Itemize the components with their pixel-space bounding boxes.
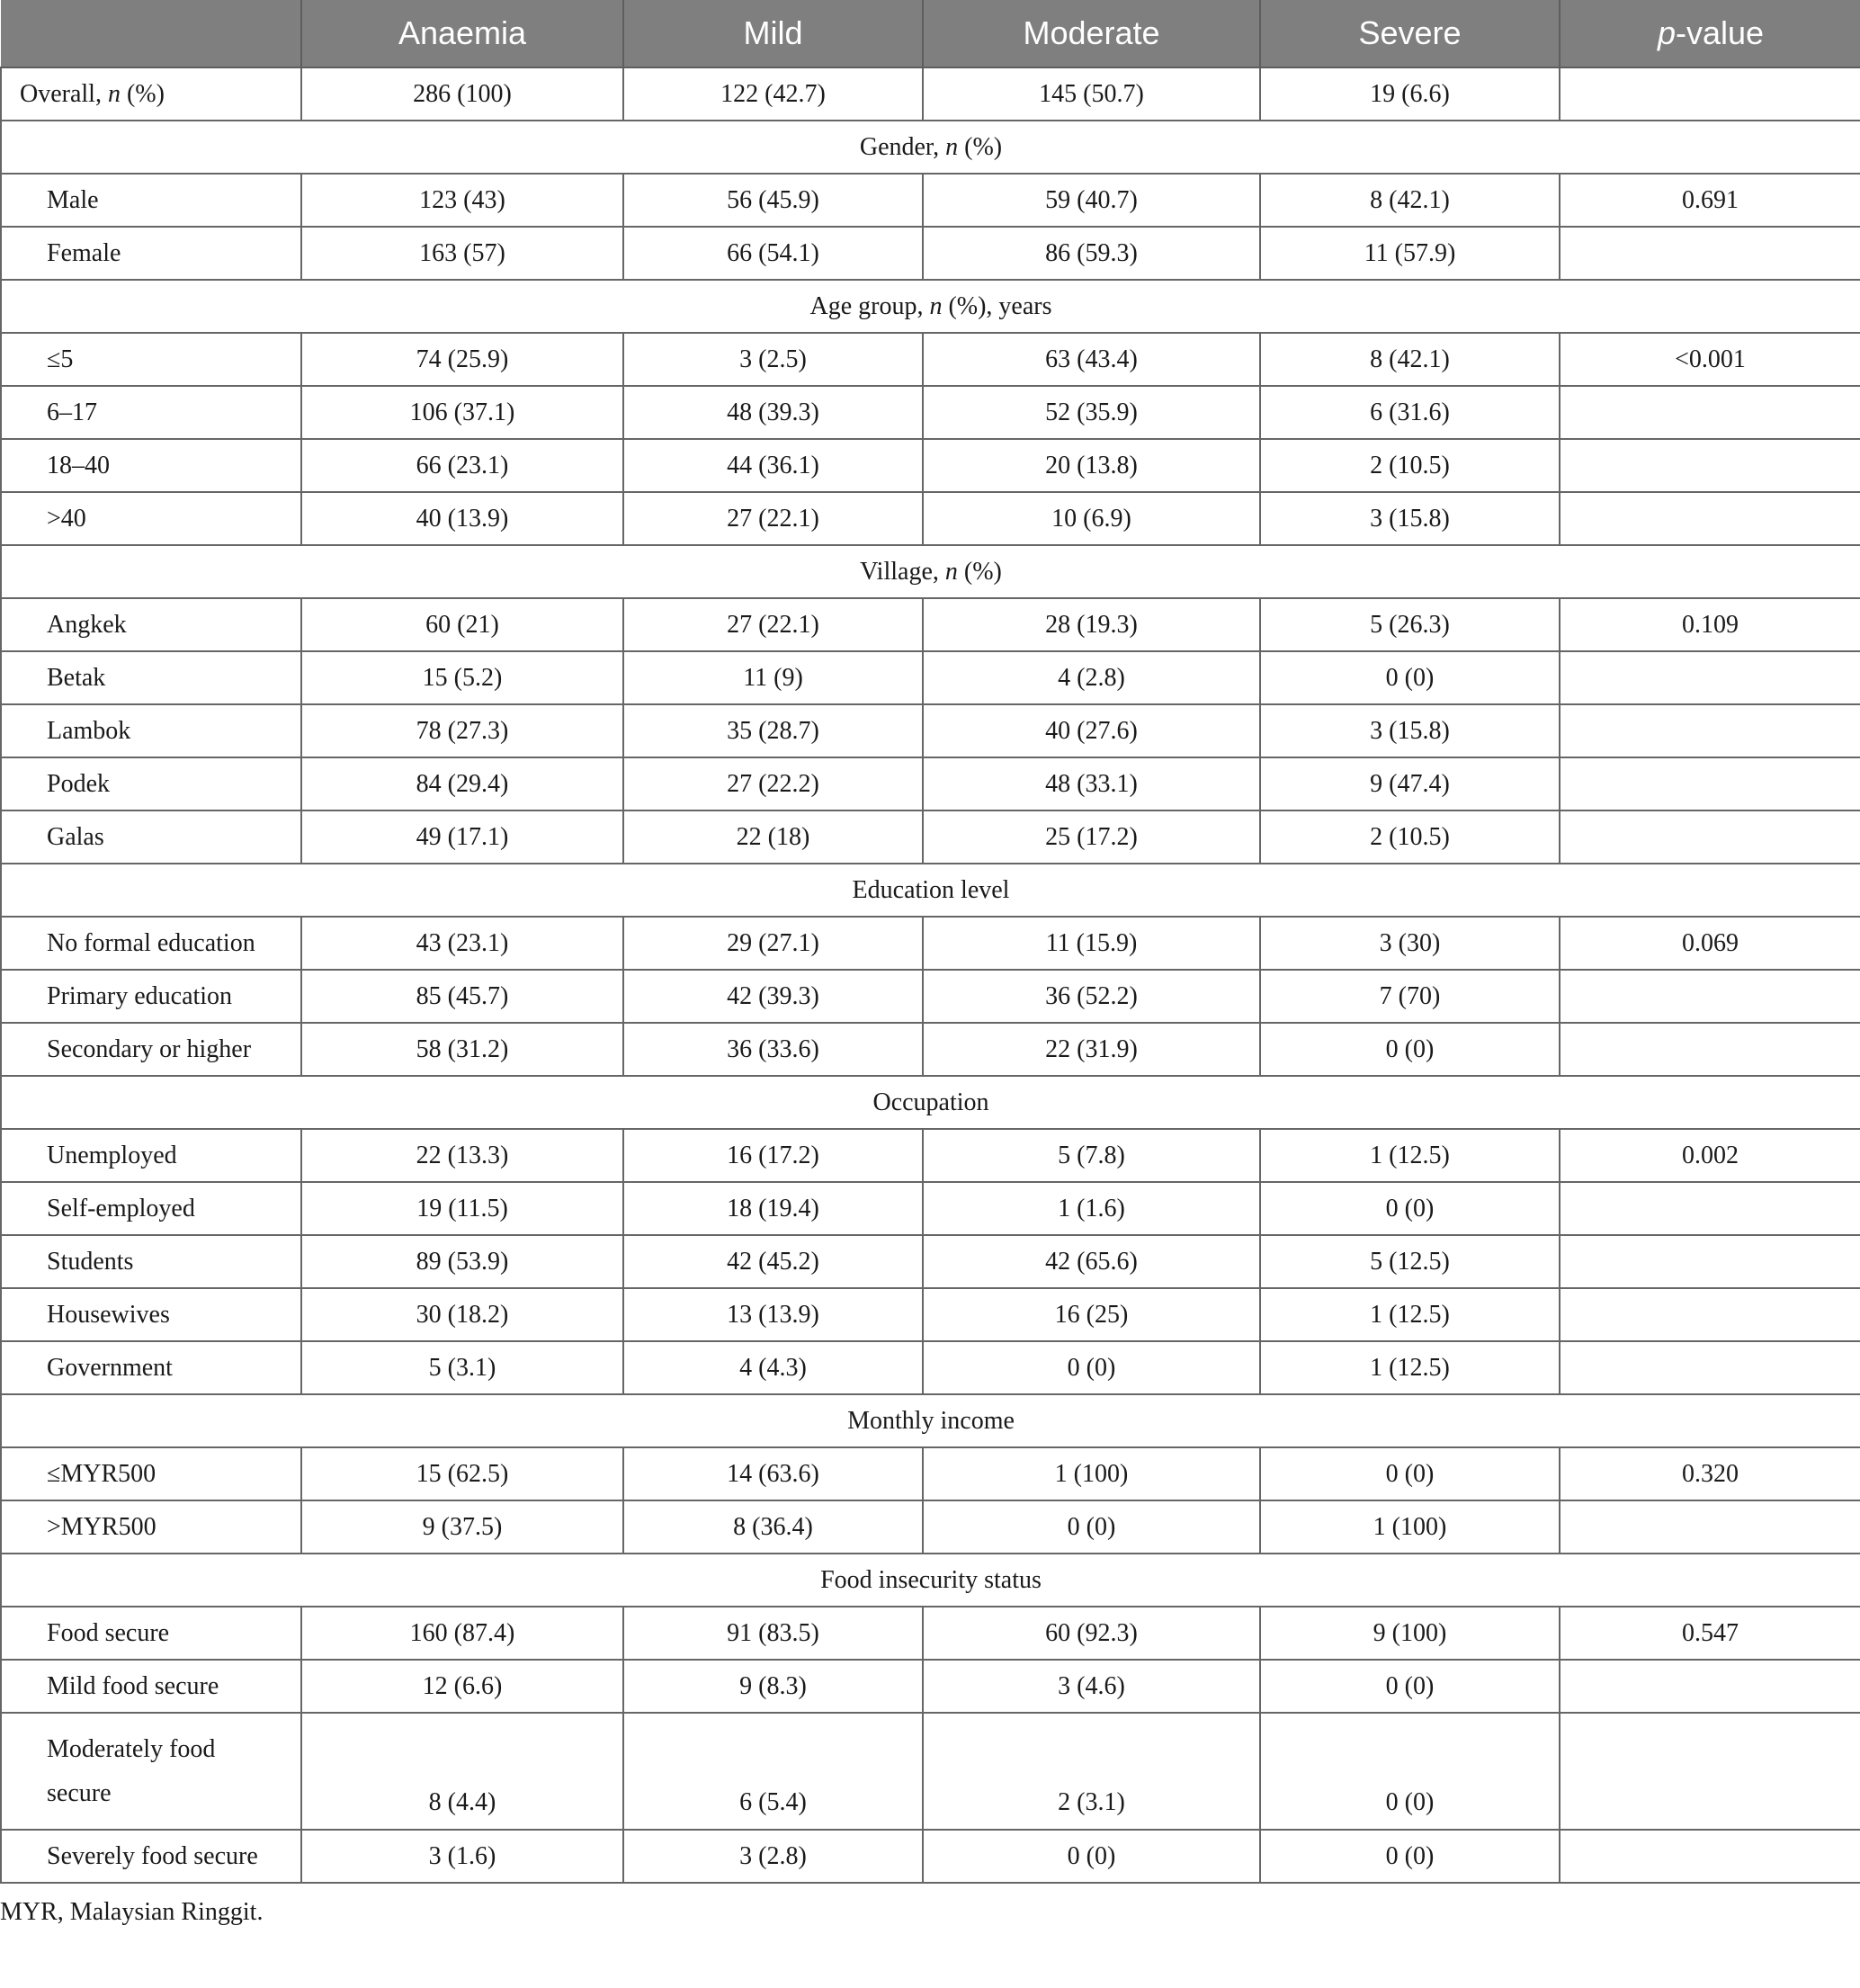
cell-moderate: 0 (0) bbox=[923, 1830, 1260, 1883]
cell-moderate: 1 (100) bbox=[923, 1447, 1260, 1500]
section-title-n: n bbox=[945, 132, 959, 161]
section-title-prefix: Food insecurity status bbox=[820, 1565, 1042, 1594]
cell-anaemia: 19 (11.5) bbox=[301, 1182, 623, 1235]
table-row bbox=[1, 651, 1860, 704]
cell-moderate: 86 (59.3) bbox=[923, 227, 1260, 280]
cell-moderate: 40 (27.6) bbox=[923, 704, 1260, 757]
cell-p-value bbox=[1560, 1660, 1860, 1713]
table-row bbox=[1, 1830, 1860, 1883]
table-row bbox=[1, 1288, 1860, 1341]
cell-anaemia: 12 (6.6) bbox=[301, 1660, 623, 1713]
cell-anaemia: 66 (23.1) bbox=[301, 439, 623, 492]
section-row bbox=[1, 1554, 1860, 1607]
cell-severe: 0 (0) bbox=[1260, 1023, 1560, 1076]
overall-severe: 19 (6.6) bbox=[1260, 67, 1560, 121]
section-title-n: n bbox=[944, 557, 958, 586]
section-title-suffix: (%), years bbox=[942, 291, 1052, 320]
table-row bbox=[1, 757, 1860, 810]
row-label: Mild food secure bbox=[1, 1660, 301, 1713]
cell-moderate: 4 (2.8) bbox=[923, 651, 1260, 704]
cell-moderate: 2 (3.1) bbox=[923, 1713, 1260, 1830]
cell-severe: 0 (0) bbox=[1260, 1713, 1560, 1830]
row-label: Unemployed bbox=[1, 1129, 301, 1182]
section-title-suffix: (%) bbox=[958, 132, 1003, 161]
cell-severe: 1 (12.5) bbox=[1260, 1341, 1560, 1394]
header-severe: Severe bbox=[1260, 0, 1560, 67]
cell-moderate: 59 (40.7) bbox=[923, 174, 1260, 227]
row-label: Lambok bbox=[1, 704, 301, 757]
cell-severe: 2 (10.5) bbox=[1260, 439, 1560, 492]
section-title bbox=[1, 1394, 1860, 1447]
cell-moderate: 1 (1.6) bbox=[923, 1182, 1260, 1235]
row-label: Female bbox=[1, 227, 301, 280]
row-label: Moderately food secure bbox=[1, 1713, 301, 1830]
table-row bbox=[1, 1660, 1860, 1713]
table-row bbox=[1, 598, 1860, 651]
table-row bbox=[1, 1607, 1860, 1660]
table-row bbox=[1, 970, 1860, 1023]
cell-anaemia: 30 (18.2) bbox=[301, 1288, 623, 1341]
cell-moderate: 11 (15.9) bbox=[923, 917, 1260, 970]
overall-label bbox=[1, 67, 301, 121]
cell-mild: 6 (5.4) bbox=[623, 1713, 923, 1830]
cell-p-value bbox=[1560, 1500, 1860, 1554]
row-label: Housewives bbox=[1, 1288, 301, 1341]
header-blank bbox=[1, 0, 301, 67]
cell-p-value bbox=[1560, 439, 1860, 492]
cell-p-value bbox=[1560, 1023, 1860, 1076]
row-label: Self-employed bbox=[1, 1182, 301, 1235]
table-row bbox=[1, 704, 1860, 757]
table-body bbox=[1, 67, 1860, 1883]
cell-anaemia: 84 (29.4) bbox=[301, 757, 623, 810]
cell-p-value: <0.001 bbox=[1560, 333, 1860, 386]
cell-anaemia: 74 (25.9) bbox=[301, 333, 623, 386]
header-p-value bbox=[1560, 0, 1860, 67]
row-label: No formal education bbox=[1, 917, 301, 970]
cell-severe: 3 (15.8) bbox=[1260, 492, 1560, 545]
cell-mild: 13 (13.9) bbox=[623, 1288, 923, 1341]
cell-severe: 1 (12.5) bbox=[1260, 1288, 1560, 1341]
cell-moderate: 3 (4.6) bbox=[923, 1660, 1260, 1713]
table-row bbox=[1, 917, 1860, 970]
cell-mild: 8 (36.4) bbox=[623, 1500, 923, 1554]
section-row bbox=[1, 280, 1860, 333]
cell-moderate: 42 (65.6) bbox=[923, 1235, 1260, 1288]
header-p-suffix: -value bbox=[1675, 14, 1765, 51]
cell-mild: 16 (17.2) bbox=[623, 1129, 923, 1182]
cell-anaemia: 3 (1.6) bbox=[301, 1830, 623, 1883]
cell-mild: 18 (19.4) bbox=[623, 1182, 923, 1235]
cell-mild: 4 (4.3) bbox=[623, 1341, 923, 1394]
cell-severe: 7 (70) bbox=[1260, 970, 1560, 1023]
cell-mild: 44 (36.1) bbox=[623, 439, 923, 492]
cell-severe: 1 (12.5) bbox=[1260, 1129, 1560, 1182]
overall-row bbox=[1, 67, 1860, 121]
section-title bbox=[1, 864, 1860, 917]
row-label: Galas bbox=[1, 810, 301, 864]
cell-anaemia: 5 (3.1) bbox=[301, 1341, 623, 1394]
row-label: Podek bbox=[1, 757, 301, 810]
cell-p-value bbox=[1560, 704, 1860, 757]
cell-moderate: 25 (17.2) bbox=[923, 810, 1260, 864]
overall-moderate: 145 (50.7) bbox=[923, 67, 1260, 121]
cell-anaemia: 15 (5.2) bbox=[301, 651, 623, 704]
cell-severe: 5 (12.5) bbox=[1260, 1235, 1560, 1288]
cell-severe: 3 (30) bbox=[1260, 917, 1560, 970]
cell-severe: 0 (0) bbox=[1260, 1830, 1560, 1883]
table-row bbox=[1, 1129, 1860, 1182]
table-footnote: MYR, Malaysian Ringgit. bbox=[0, 1898, 264, 1926]
table-row bbox=[1, 227, 1860, 280]
cell-severe: 6 (31.6) bbox=[1260, 386, 1560, 439]
table-row bbox=[1, 439, 1860, 492]
row-label: Food secure bbox=[1, 1607, 301, 1660]
cell-mild: 48 (39.3) bbox=[623, 386, 923, 439]
cell-p-value bbox=[1560, 757, 1860, 810]
section-title-prefix: Age group, bbox=[809, 291, 930, 320]
row-label: Male bbox=[1, 174, 301, 227]
cell-p-value bbox=[1560, 1830, 1860, 1883]
cell-mild: 36 (33.6) bbox=[623, 1023, 923, 1076]
overall-label-suffix: (%) bbox=[120, 79, 165, 108]
cell-severe: 11 (57.9) bbox=[1260, 227, 1560, 280]
row-label: ≤MYR500 bbox=[1, 1447, 301, 1500]
section-title-n: n bbox=[929, 291, 943, 320]
cell-p-value bbox=[1560, 1713, 1860, 1830]
table-row bbox=[1, 1713, 1860, 1830]
cell-severe: 8 (42.1) bbox=[1260, 174, 1560, 227]
cell-p-value bbox=[1560, 651, 1860, 704]
cell-mild: 27 (22.1) bbox=[623, 598, 923, 651]
row-label: Primary education bbox=[1, 970, 301, 1023]
cell-p-value bbox=[1560, 1182, 1860, 1235]
cell-severe: 2 (10.5) bbox=[1260, 810, 1560, 864]
table-row bbox=[1, 492, 1860, 545]
cell-moderate: 5 (7.8) bbox=[923, 1129, 1260, 1182]
cell-anaemia: 123 (43) bbox=[301, 174, 623, 227]
row-label: Secondary or higher bbox=[1, 1023, 301, 1076]
cell-mild: 27 (22.2) bbox=[623, 757, 923, 810]
cell-anaemia: 60 (21) bbox=[301, 598, 623, 651]
row-label: >40 bbox=[1, 492, 301, 545]
section-title bbox=[1, 545, 1860, 598]
cell-anaemia: 15 (62.5) bbox=[301, 1447, 623, 1500]
table-row bbox=[1, 386, 1860, 439]
header-mild: Mild bbox=[623, 0, 923, 67]
row-label: >MYR500 bbox=[1, 1500, 301, 1554]
cell-p-value: 0.109 bbox=[1560, 598, 1860, 651]
cell-moderate: 0 (0) bbox=[923, 1500, 1260, 1554]
table-row bbox=[1, 1447, 1860, 1500]
cell-mild: 29 (27.1) bbox=[623, 917, 923, 970]
cell-p-value bbox=[1560, 386, 1860, 439]
table-row bbox=[1, 1023, 1860, 1076]
cell-p-value bbox=[1560, 1288, 1860, 1341]
cell-mild: 9 (8.3) bbox=[623, 1660, 923, 1713]
table-row bbox=[1, 333, 1860, 386]
section-title bbox=[1, 1554, 1860, 1607]
cell-p-value: 0.547 bbox=[1560, 1607, 1860, 1660]
cell-moderate: 10 (6.9) bbox=[923, 492, 1260, 545]
cell-anaemia: 22 (13.3) bbox=[301, 1129, 623, 1182]
cell-anaemia: 106 (37.1) bbox=[301, 386, 623, 439]
cell-moderate: 60 (92.3) bbox=[923, 1607, 1260, 1660]
cell-mild: 35 (28.7) bbox=[623, 704, 923, 757]
row-label: Betak bbox=[1, 651, 301, 704]
cell-moderate: 22 (31.9) bbox=[923, 1023, 1260, 1076]
cell-mild: 91 (83.5) bbox=[623, 1607, 923, 1660]
cell-anaemia: 40 (13.9) bbox=[301, 492, 623, 545]
cell-p-value bbox=[1560, 492, 1860, 545]
cell-anaemia: 49 (17.1) bbox=[301, 810, 623, 864]
header-p-italic: p bbox=[1657, 14, 1676, 51]
cell-severe: 0 (0) bbox=[1260, 651, 1560, 704]
section-title-prefix: Monthly income bbox=[847, 1406, 1015, 1435]
cell-moderate: 63 (43.4) bbox=[923, 333, 1260, 386]
cell-anaemia: 78 (27.3) bbox=[301, 704, 623, 757]
cell-mild: 3 (2.5) bbox=[623, 333, 923, 386]
section-title-prefix: Gender, bbox=[859, 132, 946, 161]
table-row bbox=[1, 1235, 1860, 1288]
cell-anaemia: 58 (31.2) bbox=[301, 1023, 623, 1076]
header-row bbox=[1, 0, 1860, 67]
cell-p-value: 0.691 bbox=[1560, 174, 1860, 227]
cell-severe: 3 (15.8) bbox=[1260, 704, 1560, 757]
row-label: ≤5 bbox=[1, 333, 301, 386]
cell-severe: 9 (47.4) bbox=[1260, 757, 1560, 810]
cell-severe: 9 (100) bbox=[1260, 1607, 1560, 1660]
cell-anaemia: 43 (23.1) bbox=[301, 917, 623, 970]
cell-mild: 56 (45.9) bbox=[623, 174, 923, 227]
cell-mild: 3 (2.8) bbox=[623, 1830, 923, 1883]
cell-anaemia: 160 (87.4) bbox=[301, 1607, 623, 1660]
cell-p-value bbox=[1560, 1235, 1860, 1288]
cell-p-value: 0.069 bbox=[1560, 917, 1860, 970]
cell-severe: 0 (0) bbox=[1260, 1447, 1560, 1500]
row-label: 18–40 bbox=[1, 439, 301, 492]
cell-moderate: 20 (13.8) bbox=[923, 439, 1260, 492]
section-title-prefix: Education level bbox=[852, 875, 1010, 904]
cell-moderate: 16 (25) bbox=[923, 1288, 1260, 1341]
section-title-prefix: Village, bbox=[860, 557, 945, 586]
cell-severe: 0 (0) bbox=[1260, 1182, 1560, 1235]
cell-severe: 0 (0) bbox=[1260, 1660, 1560, 1713]
cell-mild: 42 (39.3) bbox=[623, 970, 923, 1023]
cell-severe: 1 (100) bbox=[1260, 1500, 1560, 1554]
section-row bbox=[1, 545, 1860, 598]
cell-mild: 27 (22.1) bbox=[623, 492, 923, 545]
cell-mild: 14 (63.6) bbox=[623, 1447, 923, 1500]
cell-mild: 11 (9) bbox=[623, 651, 923, 704]
section-row bbox=[1, 864, 1860, 917]
section-title bbox=[1, 121, 1860, 174]
table-row bbox=[1, 1182, 1860, 1235]
cell-p-value bbox=[1560, 970, 1860, 1023]
cell-p-value: 0.002 bbox=[1560, 1129, 1860, 1182]
cell-anaemia: 85 (45.7) bbox=[301, 970, 623, 1023]
cell-p-value bbox=[1560, 1341, 1860, 1394]
table-row bbox=[1, 1341, 1860, 1394]
row-label: 6–17 bbox=[1, 386, 301, 439]
cell-severe: 8 (42.1) bbox=[1260, 333, 1560, 386]
cell-moderate: 28 (19.3) bbox=[923, 598, 1260, 651]
section-row bbox=[1, 1394, 1860, 1447]
overall-p-value bbox=[1560, 67, 1860, 121]
cell-moderate: 48 (33.1) bbox=[923, 757, 1260, 810]
row-label: Students bbox=[1, 1235, 301, 1288]
cell-anaemia: 89 (53.9) bbox=[301, 1235, 623, 1288]
section-row bbox=[1, 121, 1860, 174]
row-label: Angkek bbox=[1, 598, 301, 651]
cell-anaemia: 9 (37.5) bbox=[301, 1500, 623, 1554]
cell-moderate: 36 (52.2) bbox=[923, 970, 1260, 1023]
section-title bbox=[1, 280, 1860, 333]
header-moderate: Moderate bbox=[923, 0, 1260, 67]
overall-anaemia: 286 (100) bbox=[301, 67, 623, 121]
cell-mild: 42 (45.2) bbox=[623, 1235, 923, 1288]
row-label: Severely food secure bbox=[1, 1830, 301, 1883]
table-row bbox=[1, 174, 1860, 227]
cell-severe: 5 (26.3) bbox=[1260, 598, 1560, 651]
cell-p-value bbox=[1560, 227, 1860, 280]
cell-moderate: 52 (35.9) bbox=[923, 386, 1260, 439]
cell-p-value: 0.320 bbox=[1560, 1447, 1860, 1500]
section-title-prefix: Occupation bbox=[872, 1088, 989, 1116]
cell-moderate: 0 (0) bbox=[923, 1341, 1260, 1394]
section-title bbox=[1, 1076, 1860, 1129]
overall-label-prefix: Overall, bbox=[20, 79, 108, 108]
overall-label-n: n bbox=[107, 79, 121, 108]
table-row bbox=[1, 1500, 1860, 1554]
header-anaemia: Anaemia bbox=[301, 0, 623, 67]
section-title-suffix: (%) bbox=[957, 557, 1002, 586]
cell-mild: 22 (18) bbox=[623, 810, 923, 864]
overall-mild: 122 (42.7) bbox=[623, 67, 923, 121]
cell-anaemia: 163 (57) bbox=[301, 227, 623, 280]
section-row bbox=[1, 1076, 1860, 1129]
row-label: Government bbox=[1, 1341, 301, 1394]
table-row bbox=[1, 810, 1860, 864]
cell-mild: 66 (54.1) bbox=[623, 227, 923, 280]
cell-p-value bbox=[1560, 810, 1860, 864]
cell-anaemia: 8 (4.4) bbox=[301, 1713, 623, 1830]
